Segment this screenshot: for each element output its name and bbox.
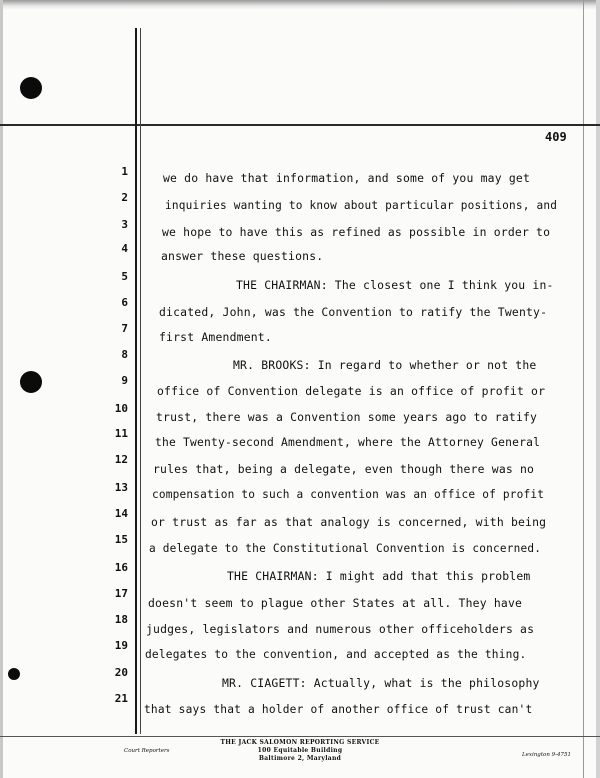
service-name: THE JACK SALOMON REPORTING SERVICE [220,739,380,746]
line-number: 2 [121,191,128,204]
transcript-line: dicated, John, was the Convention to ratify the Twenty- [159,305,548,319]
line-number: 5 [121,270,128,283]
transcript-line: MR. CIAGETT: Actually, what is the philosophy [222,676,540,690]
punch-hole-top [20,77,42,99]
line-number: 3 [121,218,128,231]
transcript-line: we hope to have this as refined as possible in order to [162,225,551,239]
transcript-line: judges, legislators and numerous other officeholders as [146,622,535,636]
transcript-line: delegates to the convention, and accepted as the thing. [145,648,527,661]
header-rule [0,124,600,126]
scan-right-shadow [596,0,600,778]
footer-phone: Lexington 9-4751 [522,752,571,758]
footer-left-label: Court Reporters [124,748,170,754]
line-number: 20 [114,666,128,679]
transcript-line: or trust as far as that analogy is concerned, with being [151,515,547,529]
line-number: 7 [121,322,128,335]
line-number: 18 [114,613,128,626]
line-number: 21 [114,692,128,705]
transcript-line: doesn't seem to plague other States at all. They have [148,596,523,610]
service-city: Baltimore 2, Maryland [258,755,342,762]
transcript-line: the Twenty-second Amendment, where the Attorney General [155,436,541,449]
transcript-line: rules that, being a delegate, even though there was no [153,462,535,476]
punch-hole-middle [20,371,42,393]
left-margin-rule-inner [140,28,141,734]
scan-left-shadow [0,0,3,778]
transcript-line: inquiries wanting to know about particular positions, and [165,199,558,212]
line-number: 19 [114,639,128,652]
line-number: 9 [121,374,128,387]
left-margin-rule [135,28,137,734]
line-number: 10 [114,402,128,415]
transcript-line: a delegate to the Constitutional Convention is concerned. [149,542,542,555]
transcript-line: answer these questions. [161,249,324,263]
line-number: 17 [114,587,128,600]
line-number: 8 [121,348,128,361]
transcript-line: that says that a holder of another office of trust can't [144,703,533,716]
line-number: 11 [114,427,128,440]
line-number: 16 [114,561,128,574]
line-number: 4 [121,242,128,255]
transcript-line: MR. BROOKS: In regard to whether or not the [233,358,537,372]
line-number: 1 [121,165,128,178]
line-number: 14 [114,507,128,520]
transcript-line: THE CHAIRMAN: The closest one I think you in- [236,278,554,292]
transcript-line: compensation to such a convention was an office of profit [152,488,545,501]
punch-hole-bottom [8,668,20,680]
transcript-line: trust, there was a Convention some years ago to ratify [156,410,538,424]
reporter-service-footer [0,739,600,763]
page-number: 409 [545,130,567,144]
line-number: 12 [114,453,128,466]
line-number: 15 [114,533,128,546]
transcript-line: first Amendment. [159,330,272,344]
footer-rule [0,736,600,737]
line-number: 13 [114,481,128,494]
transcript-line: we do have that information, and some of you may get [163,171,531,185]
service-building: 100 Equitable Building [257,747,343,754]
scan-top-edge [0,0,600,10]
line-number: 6 [121,296,128,309]
transcript-line: office of Convention delegate is an office of profit or [157,384,546,398]
right-margin-rule [583,0,584,778]
transcript-line: THE CHAIRMAN: I might add that this problem [227,569,531,583]
